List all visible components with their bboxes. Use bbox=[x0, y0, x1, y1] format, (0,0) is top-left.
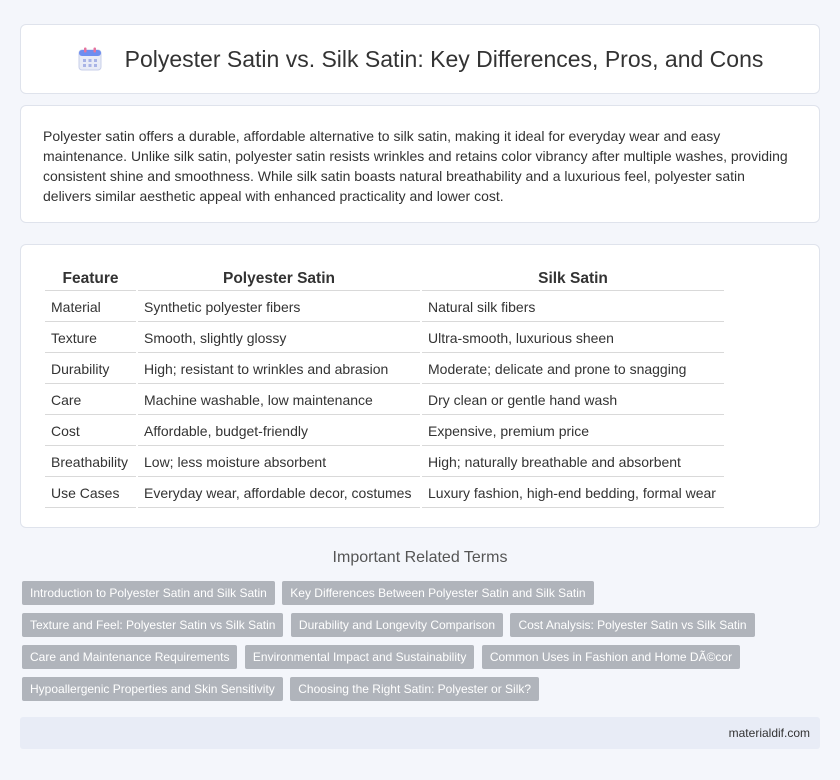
table-row bbox=[45, 324, 724, 353]
table-cell: Machine washable, low maintenance bbox=[138, 386, 420, 415]
comparison-card bbox=[20, 244, 820, 528]
table-cell: Smooth, slightly glossy bbox=[138, 324, 420, 353]
table-cell: High; naturally breathable and absorbent bbox=[422, 448, 724, 477]
table-cell: Synthetic polyester fibers bbox=[138, 293, 420, 322]
related-terms-list bbox=[22, 581, 802, 709]
table-cell: Natural silk fibers bbox=[422, 293, 724, 322]
related-term-tag[interactable]: Choosing the Right Satin: Polyester or Silk? bbox=[290, 677, 539, 701]
related-term-tag[interactable]: Key Differences Between Polyester Satin and Silk Satin bbox=[282, 581, 593, 605]
table-cell: Everyday wear, affordable decor, costumes bbox=[138, 479, 420, 508]
table-cell: Affordable, budget-friendly bbox=[138, 417, 420, 446]
related-term-tag[interactable]: Common Uses in Fashion and Home DÃ©cor bbox=[482, 645, 740, 669]
comparison-table bbox=[43, 265, 726, 510]
table-cell: High; resistant to wrinkles and abrasion bbox=[138, 355, 420, 384]
table-row bbox=[45, 479, 724, 508]
table-cell: Cost bbox=[45, 417, 136, 446]
table-row bbox=[45, 448, 724, 477]
header-card bbox=[20, 24, 820, 94]
table-cell: Texture bbox=[45, 324, 136, 353]
related-term-tag[interactable]: Cost Analysis: Polyester Satin vs Silk Satin bbox=[510, 613, 754, 637]
table-row bbox=[45, 386, 724, 415]
related-term-tag[interactable]: Hypoallergenic Properties and Skin Sensitivity bbox=[22, 677, 283, 701]
table-cell: Ultra-smooth, luxurious sheen bbox=[422, 324, 724, 353]
table-row bbox=[45, 355, 724, 384]
related-term-tag[interactable]: Introduction to Polyester Satin and Silk Satin bbox=[22, 581, 275, 605]
header-feature: Feature bbox=[45, 267, 136, 291]
calendar-icon bbox=[77, 46, 103, 72]
footer-site-link[interactable]: materialdif.com bbox=[728, 726, 810, 740]
related-term-tag[interactable]: Care and Maintenance Requirements bbox=[22, 645, 237, 669]
table-cell: Low; less moisture absorbent bbox=[138, 448, 420, 477]
table-cell: Material bbox=[45, 293, 136, 322]
table-cell: Moderate; delicate and prone to snagging bbox=[422, 355, 724, 384]
intro-text: Polyester satin offers a durable, affordable alternative to silk satin, making it ideal for everyday wear and easy maintenance. Unlike silk satin, polyester satin resists wrinkles and retains color vibrancy after multiple washes, providing consistent shine and smoothness. While silk satin boasts natural breathability and a luxurious feel, polyester satin delivers similar aesthetic appeal with enhanced practicality and lower cost. bbox=[43, 128, 788, 204]
related-term-tag[interactable]: Texture and Feel: Polyester Satin vs Silk Satin bbox=[22, 613, 283, 637]
table-cell: Expensive, premium price bbox=[422, 417, 724, 446]
related-term-tag[interactable]: Environmental Impact and Sustainability bbox=[245, 645, 474, 669]
table-cell: Care bbox=[45, 386, 136, 415]
intro-card bbox=[20, 105, 820, 223]
table-cell: Breathability bbox=[45, 448, 136, 477]
header-silk-satin: Silk Satin bbox=[422, 267, 724, 291]
table-row bbox=[45, 293, 724, 322]
footer bbox=[20, 717, 820, 749]
table-row bbox=[45, 417, 724, 446]
table-cell: Use Cases bbox=[45, 479, 136, 508]
table-header-row bbox=[45, 267, 724, 291]
table-cell: Dry clean or gentle hand wash bbox=[422, 386, 724, 415]
header-polyester-satin: Polyester Satin bbox=[138, 267, 420, 291]
table-cell: Durability bbox=[45, 355, 136, 384]
related-terms-title: Important Related Terms bbox=[332, 549, 508, 566]
page-title: Polyester Satin vs. Silk Satin: Key Differences, Pros, and Cons bbox=[124, 45, 764, 72]
table-cell: Luxury fashion, high-end bedding, formal wear bbox=[422, 479, 724, 508]
related-term-tag[interactable]: Durability and Longevity Comparison bbox=[291, 613, 503, 637]
